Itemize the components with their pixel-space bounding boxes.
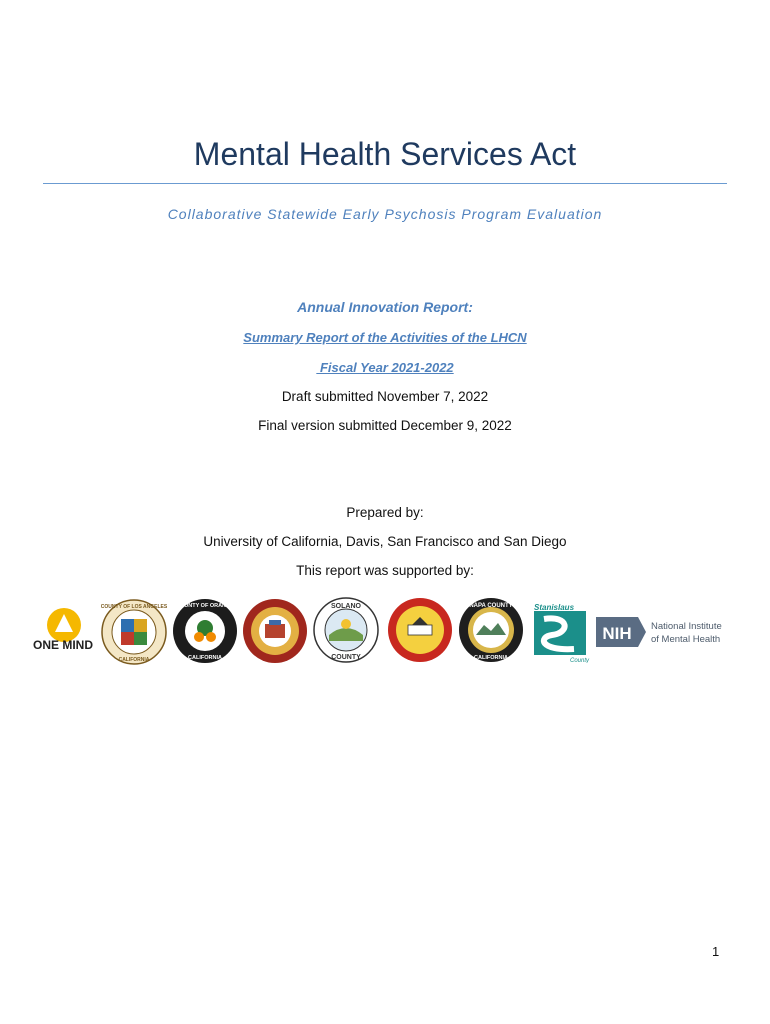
stanislaus-county-logo (530, 601, 592, 663)
solano-seal-bottom: COUNTY (331, 654, 361, 661)
orange-seal-text: COUNTY OF ORANGE (176, 603, 234, 609)
prepared-by-institutions: University of California, Davis, San Francisco and San Diego (203, 534, 567, 549)
solano-seal-text: SOLANO (331, 603, 361, 610)
title-divider (43, 183, 727, 184)
summary-line: Summary Report of the Activities of the LHCN (243, 330, 527, 345)
napa-seal-text: NAPA COUNTY (469, 603, 513, 609)
nih-logo (596, 614, 724, 652)
los-angeles-county-seal (101, 599, 167, 665)
fiscal-year: Fiscal Year 2021-2022 (316, 360, 454, 375)
one-mind-logo (28, 606, 98, 652)
stanislaus-wordmark: Stanislaus (534, 603, 575, 612)
napa-seal-bottom: CALIFORNIA (474, 655, 508, 661)
prepared-by-label: Prepared by: (346, 505, 424, 520)
orange-county-seal (171, 598, 239, 664)
nih-wordmark: NIH (602, 624, 632, 643)
nih-name-line1: National Institute (651, 621, 722, 632)
document-title: Mental Health Services Act (193, 136, 577, 172)
solano-county-seal (313, 597, 379, 663)
county-seal-red (241, 598, 309, 664)
page-number: 1 (712, 944, 720, 959)
orange-seal-bottom: CALIFORNIA (188, 655, 222, 661)
report-title: Annual Innovation Report: (297, 299, 473, 315)
one-mind-wordmark: ONE MIND (33, 638, 93, 652)
stanislaus-county-text: County (570, 658, 590, 663)
nih-name-line2: of Mental Health (651, 634, 721, 645)
draft-date: Draft submitted November 7, 2022 (281, 389, 489, 404)
final-date: Final version submitted December 9, 2022 (258, 418, 512, 433)
county-seal-yellow (386, 597, 454, 663)
napa-county-seal (458, 597, 524, 663)
supported-by-label: This report was supported by: (296, 563, 474, 578)
document-subtitle: Collaborative Statewide Early Psychosis Program Evaluation (167, 206, 603, 222)
los-angeles-seal-bottom: CALIFORNIA (118, 657, 150, 663)
los-angeles-seal-text: COUNTY OF LOS ANGELES (101, 604, 167, 610)
